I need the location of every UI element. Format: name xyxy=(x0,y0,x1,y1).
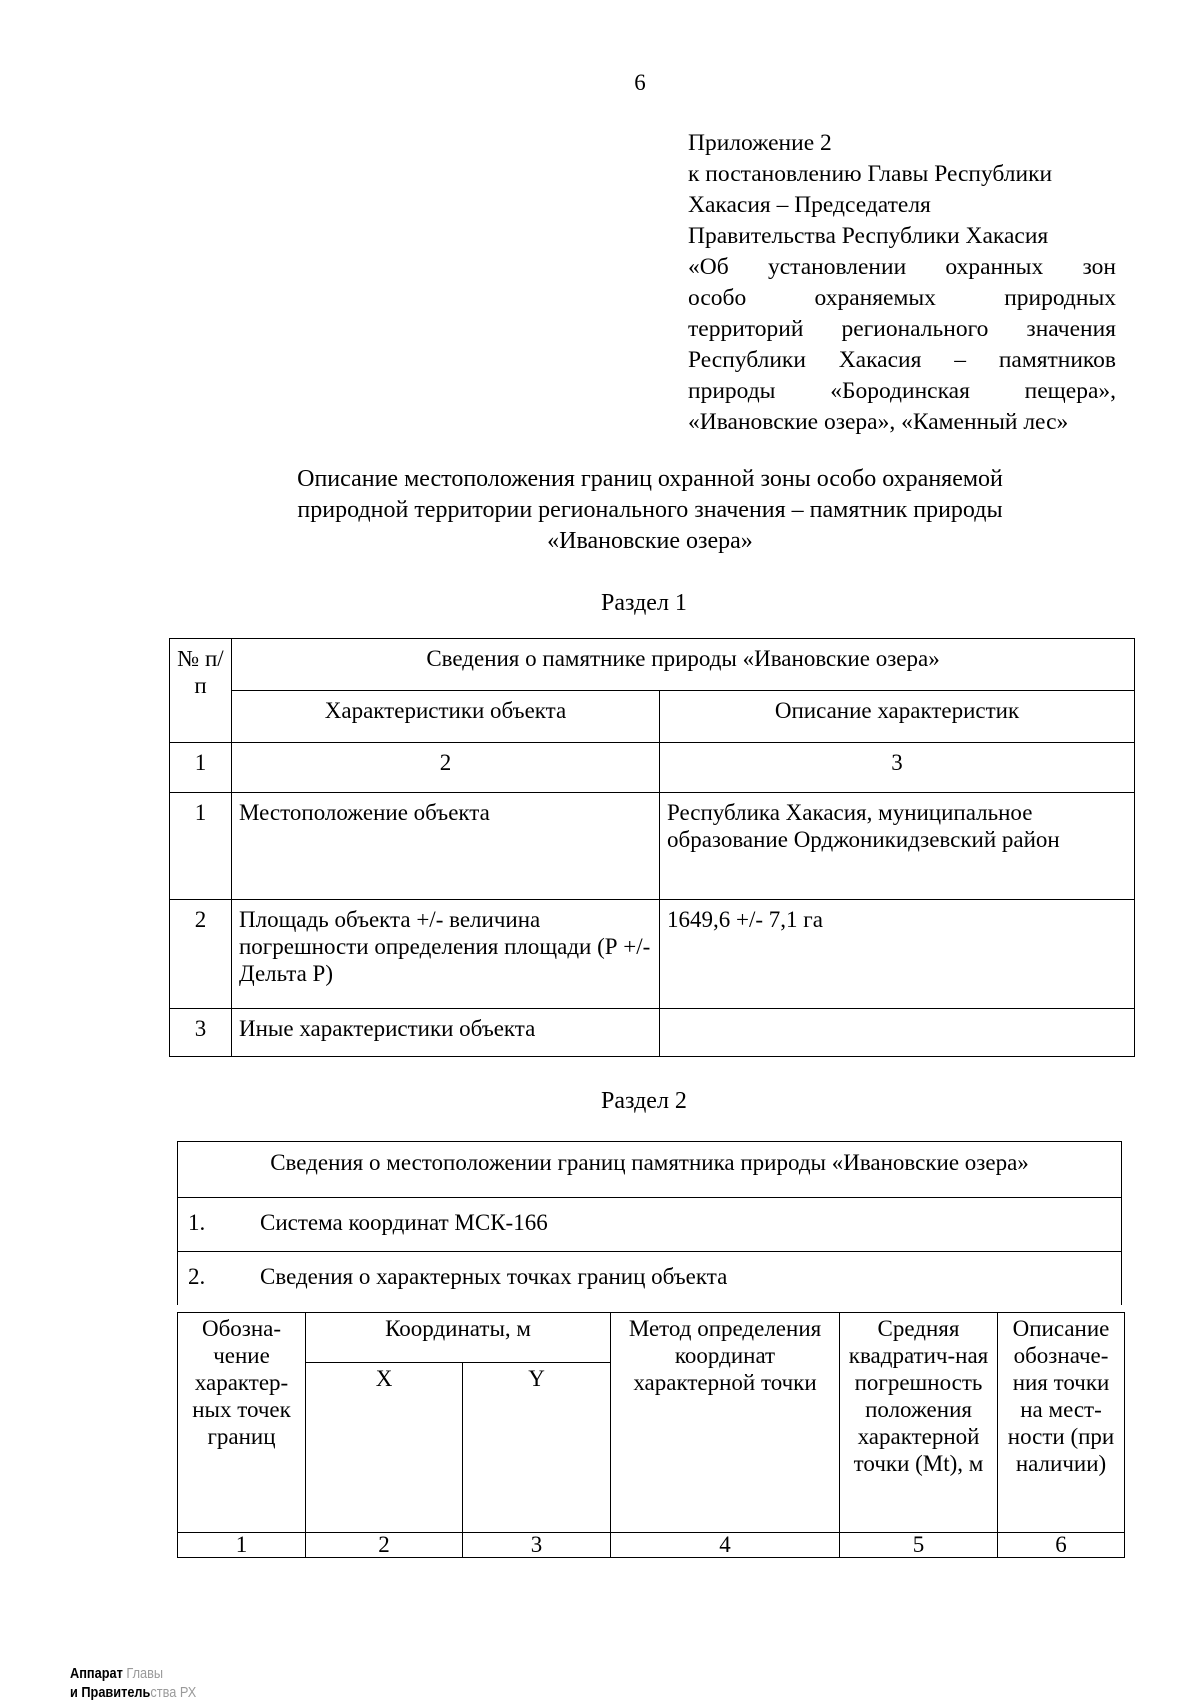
coordinates-header: Координаты, м xyxy=(306,1313,611,1363)
row-characteristic: Иные характеристики объекта xyxy=(232,1009,660,1057)
document-title xyxy=(150,464,1150,557)
description-header: Описание обозначе-ния точки на мест-ности (при наличии) xyxy=(998,1313,1125,1533)
row-number: 2 xyxy=(170,900,232,1009)
stamp-text-faded: ства РХ xyxy=(150,1684,197,1701)
row-number: 1 xyxy=(170,793,232,900)
document-title-line: Описание местоположения границ охранной зоны особо охраняемой xyxy=(297,466,1003,492)
index-cell: 1 xyxy=(170,743,232,793)
row-number: 3 xyxy=(170,1009,232,1057)
stamp-text-faded: Главы xyxy=(126,1665,164,1682)
index-cell: 1 xyxy=(178,1533,306,1558)
index-cell: 2 xyxy=(306,1533,463,1558)
stamp-text: Аппарат xyxy=(70,1665,123,1682)
appendix-line: Правительства Республики Хакасия xyxy=(688,223,1049,249)
stamp-text: и Правитель xyxy=(70,1684,151,1701)
row-description: 1649,6 +/- 7,1 га xyxy=(660,900,1135,1009)
appendix-line: природы «Бородинская пещера», xyxy=(688,378,1116,404)
coordinate-system-row xyxy=(177,1197,1122,1251)
appendix-line: «Ивановские озера», «Каменный лес» xyxy=(688,409,1069,435)
index-cell: 2 xyxy=(232,743,660,793)
office-stamp xyxy=(70,1664,196,1702)
boundary-points-table xyxy=(177,1312,1125,1558)
boundary-points-text: Сведения о характерных точках границ объекта xyxy=(260,1264,728,1289)
index-cell: 6 xyxy=(998,1533,1125,1558)
document-title-line: «Ивановские озера» xyxy=(547,528,753,554)
section2-table-title: Сведения о местоположении границ памятника природы «Ивановские озера» xyxy=(177,1141,1122,1197)
section1-label: Раздел 1 xyxy=(601,590,687,616)
index-cell: 4 xyxy=(611,1533,840,1558)
table-row xyxy=(170,900,1135,1009)
col-characteristics-header: Характеристики объекта xyxy=(232,691,660,743)
x-header: X xyxy=(306,1363,463,1533)
error-header: Средняя квадратич-ная погрешность положения характерной точки (Mt), м xyxy=(840,1313,998,1533)
index-cell: 3 xyxy=(463,1533,611,1558)
appendix-line: Хакасия – Председателя xyxy=(688,192,931,218)
row-characteristic: Площадь объекта +/- величина погрешности определения площади (Р +/- Дельта Р) xyxy=(232,900,660,1009)
section1-table-title: Сведения о памятнике природы «Ивановские озера» xyxy=(232,639,1135,691)
page-number: 6 xyxy=(634,70,646,95)
col-number-header: № п/п xyxy=(170,639,232,743)
item-number: 1. xyxy=(188,1210,206,1235)
method-header: Метод определения координат характерной точки xyxy=(611,1313,840,1533)
appendix-line: территорий регионального значения xyxy=(688,316,1116,342)
boundary-points-row xyxy=(177,1251,1122,1305)
document-title-line: природной территории регионального значения – памятник природы xyxy=(297,497,1003,523)
y-header: Y xyxy=(463,1363,611,1533)
col-description-header: Описание характеристик xyxy=(660,691,1135,743)
section2-label: Раздел 2 xyxy=(601,1088,687,1114)
appendix-line: «Об установлении охранных зон xyxy=(688,254,1116,280)
appendix-line: к постановлению Главы Республики xyxy=(688,161,1053,187)
table-row xyxy=(170,1009,1135,1057)
item-number: 2. xyxy=(188,1264,206,1289)
row-description xyxy=(660,1009,1135,1057)
appendix-line: Республики Хакасия – памятников xyxy=(688,347,1116,373)
appendix-block xyxy=(688,128,1116,438)
index-cell: 5 xyxy=(840,1533,998,1558)
table-row xyxy=(170,793,1135,900)
index-cell: 3 xyxy=(660,743,1135,793)
row-characteristic: Местоположение объекта xyxy=(232,793,660,900)
appendix-line: особо охраняемых природных xyxy=(688,285,1116,311)
section1-table xyxy=(169,638,1135,1057)
designation-header: Обозна-чение характер-ных точек границ xyxy=(178,1313,306,1533)
coordinate-system-text: Система координат МСК-166 xyxy=(260,1210,548,1235)
row-description: Республика Хакасия, муниципальное образование Орджоникидзевский район xyxy=(660,793,1135,900)
section2-header-block xyxy=(177,1141,1122,1305)
appendix-line: Приложение 2 xyxy=(688,130,832,156)
